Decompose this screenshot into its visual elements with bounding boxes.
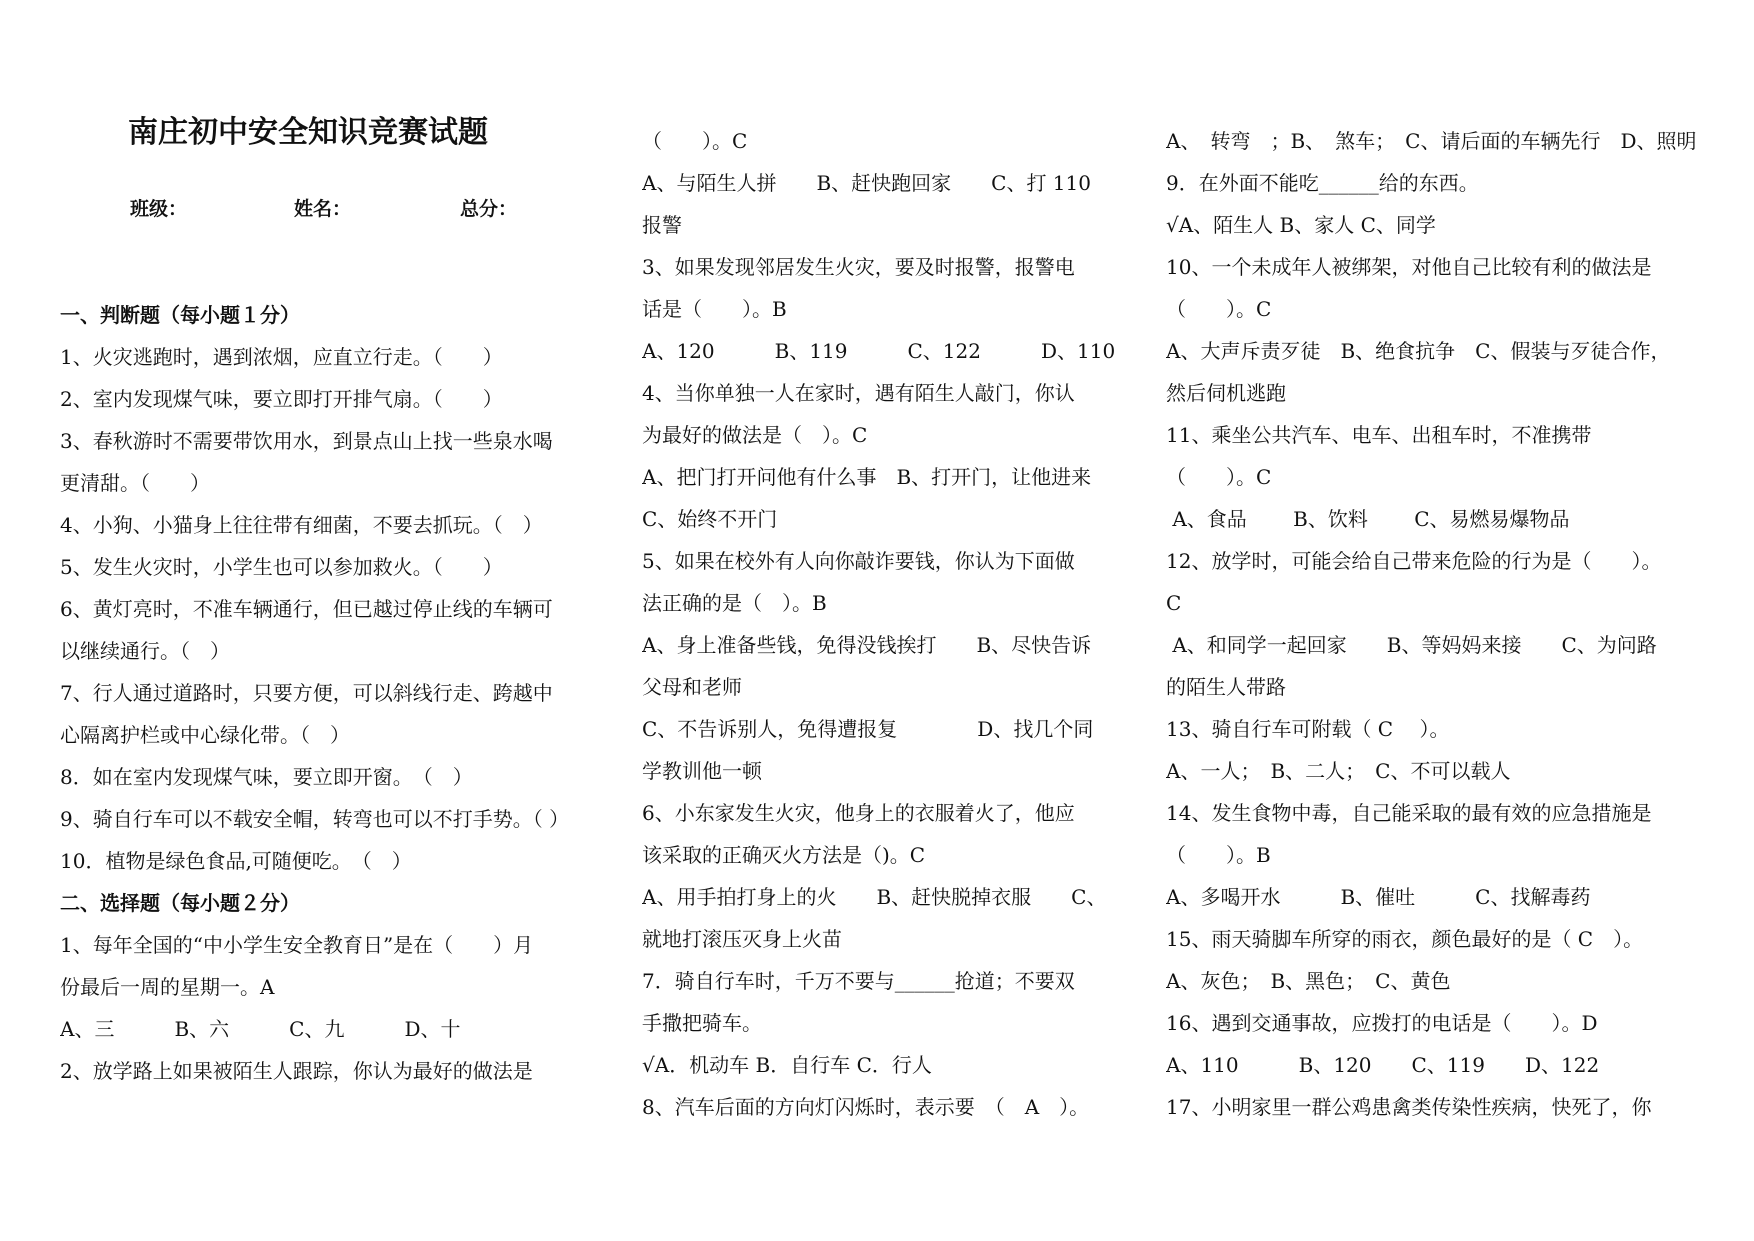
- text-line: C: [1166, 591, 1182, 615]
- name-label: 姓名：: [294, 198, 352, 220]
- text-line: A、食品 B、饮料 C、易燃易爆物品: [1166, 507, 1570, 531]
- text-line: 学教训他一顿: [642, 759, 762, 783]
- text-line: √A、陌生人 B、家人 C、同学: [1166, 213, 1436, 237]
- text-line: 4、当你单独一人在家时，遇有陌生人敲门，你认: [642, 381, 1075, 405]
- text-line: 手撒把骑车。: [642, 1011, 762, 1035]
- text-line: A、大声斥责歹徒 B、绝食抗争 C、假装与歹徒合作，: [1166, 339, 1671, 363]
- text-line: A、一人； B、二人； C、不可以载人: [1166, 759, 1511, 783]
- text-line: A、多喝开水 B、催吐 C、找解毒药: [1166, 885, 1591, 909]
- text-line: 10．植物是绿色食品,可随便吃。 （ ）: [60, 849, 412, 873]
- section-heading: 一、判断题（每小题１分）: [60, 303, 300, 327]
- text-line: 3、如果发现邻居发生火灾，要及时报警，报警电: [642, 255, 1075, 279]
- class-label: 班级：: [130, 198, 188, 220]
- text-line: A、和同学一起回家 B、等妈妈来接 C、为问路: [1166, 633, 1657, 657]
- text-line: 4、小狗、小猫身上往往带有细菌，不要去抓玩。（ ）: [60, 513, 543, 537]
- text-line: 心隔离护栏或中心绿化带。（ ）: [60, 723, 350, 747]
- page-title: 南庄初中安全知识竞赛试题: [128, 115, 488, 150]
- text-line: A、灰色； B、黑色； C、黄色: [1166, 969, 1451, 993]
- text-line: 1、每年全国的“中小学生安全教育日”是在（ ）月: [60, 933, 534, 957]
- column-left-lines: [60, 294, 605, 1092]
- text-line: 份最后一周的星期一。A: [60, 975, 275, 999]
- text-line: A、把门打开问他有什么事 B、打开门，让他进来: [642, 465, 1092, 489]
- text-line: 11、乘坐公共汽车、电车、出租车时，不准携带: [1166, 423, 1592, 447]
- text-line: A、与陌生人拼 B、赶快跑回家 C、打 110: [642, 171, 1091, 195]
- text-line: C、不告诉别人，免得遭报复 D、找几个同: [642, 717, 1094, 741]
- text-line: （ ）。C: [1166, 297, 1272, 321]
- text-line: 3、春秋游时不需要带饮用水，到景点山上找一些泉水喝: [60, 429, 553, 453]
- text-line: A、三 B、六 C、九 D、十: [60, 1017, 461, 1041]
- text-line: 15、雨天骑脚车所穿的雨衣，颜色最好的是（ C ）。: [1166, 927, 1644, 951]
- column-middle-lines: [642, 120, 1122, 1128]
- text-line: 父母和老师: [642, 675, 742, 699]
- text-line: 12、放学时，可能会给自己带来危险的行为是（ ）。: [1166, 549, 1662, 573]
- text-line: 6、黄灯亮时，不准车辆通行，但已越过停止线的车辆可: [60, 597, 553, 621]
- text-line: 为最好的做法是（ ）。C: [642, 423, 868, 447]
- score-label: 总分：: [460, 198, 518, 220]
- text-line: 话是（ ）。B: [642, 297, 787, 321]
- text-line: 以继续通行。（ ）: [60, 639, 230, 663]
- text-line: 5、发生火灾时，小学生也可以参加救火。（ ）: [60, 555, 503, 579]
- text-line: 9．在外面不能吃______给的东西。: [1166, 171, 1479, 195]
- text-line: A、 转弯 ；B、 煞车； C、请后面的车辆先行 D、照明: [1166, 129, 1697, 153]
- text-line: 法正确的是（ ）。B: [642, 591, 827, 615]
- text-line: 2、放学路上如果被陌生人跟踪，你认为最好的做法是: [60, 1059, 533, 1083]
- text-line: （ ）。C: [1166, 465, 1272, 489]
- text-line: A、身上准备些钱，免得没钱挨打 B、尽快告诉: [642, 633, 1092, 657]
- text-line: A、用手拍打身上的火 B、赶快脱掉衣服 C、: [642, 885, 1107, 909]
- text-line: 17、小明家里一群公鸡患禽类传染性疾病，快死了，你: [1166, 1095, 1652, 1119]
- text-line: 8．如在室内发现煤气味，要立即开窗。 （ ）: [60, 765, 473, 789]
- text-line: （ ）。B: [1166, 843, 1271, 867]
- text-line: 16、遇到交通事故，应拨打的电话是（ ）。D: [1166, 1011, 1598, 1035]
- text-line: 14、发生食物中毒，自己能采取的最有效的应急措施是: [1166, 801, 1652, 825]
- text-line: 9、骑自行车可以不载安全帽，转弯也可以不打手势。（ ）: [60, 807, 570, 831]
- text-line: 6、小东家发生火灾，他身上的衣服着火了，他应: [642, 801, 1075, 825]
- column-right: [1166, 120, 1711, 1128]
- text-line: √A．机动车 B．自行车 C．行人: [642, 1053, 932, 1077]
- text-line: 8、汽车后面的方向灯闪烁时，表示要 （ A ）。: [642, 1095, 1090, 1119]
- text-line: 10、一个未成年人被绑架，对他自己比较有利的做法是: [1166, 255, 1652, 279]
- column-middle: [642, 120, 1122, 1128]
- text-line: 13、骑自行车可附载（ C ）。: [1166, 717, 1450, 741]
- text-line: 1、火灾逃跑时，遇到浓烟，应直立行走。（ ）: [60, 345, 503, 369]
- text-line: （ ）。C: [642, 129, 748, 153]
- section-heading: 二、选择题（每小题２分）: [60, 891, 300, 915]
- text-line: 该采取的正确灭火方法是（)。C: [642, 843, 926, 867]
- text-line: 的陌生人带路: [1166, 675, 1286, 699]
- text-line: 5、如果在校外有人向你敲诈要钱，你认为下面做: [642, 549, 1075, 573]
- text-line: 然后伺机逃跑: [1166, 381, 1286, 405]
- text-line: 7．骑自行车时，千万不要与______抢道；不要双: [642, 969, 1075, 993]
- column-right-lines: [1166, 120, 1711, 1128]
- text-line: C、始终不开门: [642, 507, 778, 531]
- text-line: 就地打滚压灭身上火苗: [642, 927, 842, 951]
- text-line: 报警: [642, 213, 682, 237]
- student-info-row: [130, 188, 605, 230]
- text-line: A、110 B、120 C、119 D、122: [1166, 1053, 1600, 1077]
- text-line: 7、行人通过道路时，只要方便，可以斜线行走、跨越中: [60, 681, 553, 705]
- text-line: A、120 B、119 C、122 D、110: [642, 339, 1116, 363]
- text-line: 2、室内发现煤气味，要立即打开排气扇。（ ）: [60, 387, 503, 411]
- column-left: [60, 112, 605, 1092]
- text-line: 更清甜。（ ）: [60, 471, 210, 495]
